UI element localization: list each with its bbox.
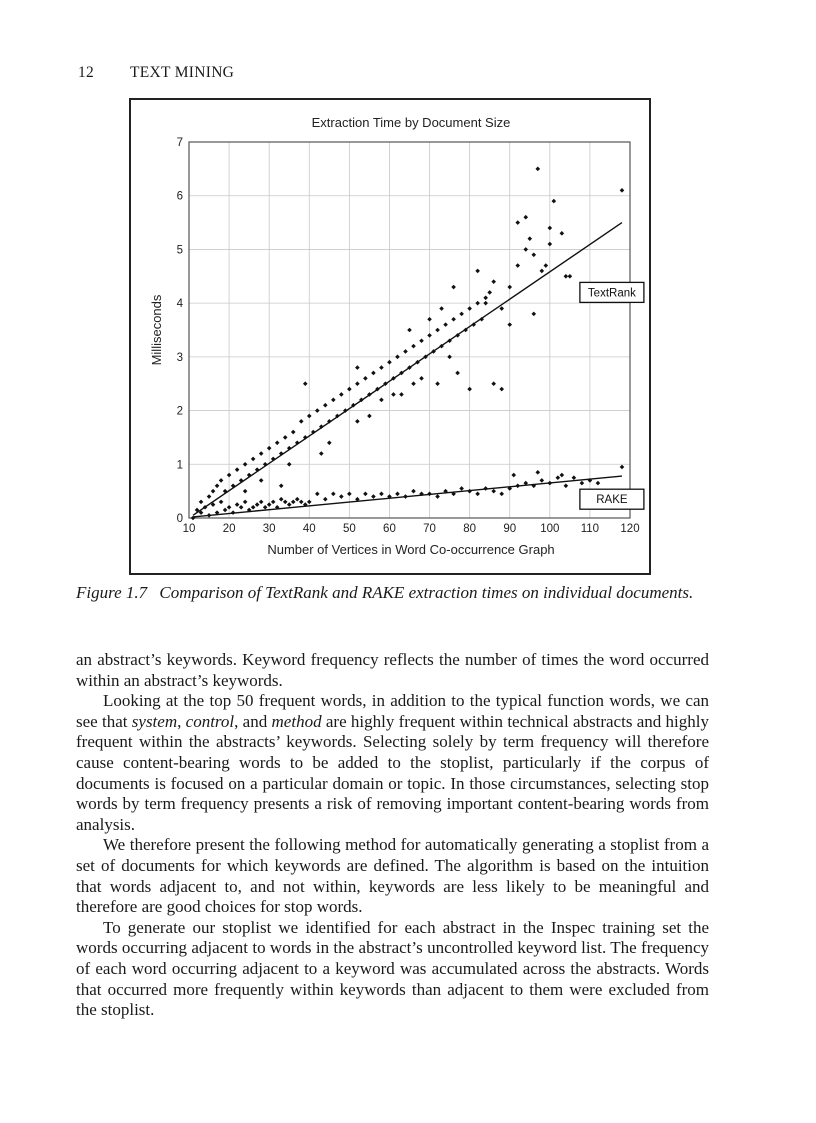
caption-text: Comparison of TextRank and RAKE extraction times on individual documents. (159, 583, 694, 602)
textrank-point (363, 376, 368, 381)
textrank-point (552, 199, 557, 204)
textrank-point (355, 419, 360, 424)
paragraph-1: an abstract’s keywords. Keyword frequency reflects the number of times the word occurred within an abstract’s keywords. (76, 650, 709, 690)
rake-point (564, 483, 569, 488)
series-labels (580, 282, 644, 509)
chart-title: Extraction Time by Document Size (311, 115, 511, 130)
rake-point (491, 489, 496, 494)
textrank-point (568, 274, 573, 279)
textrank-point (515, 220, 520, 225)
x-axis-label: Number of Vertices in Word Co-occurrence Graph (267, 542, 555, 557)
rake-point (251, 505, 256, 510)
rake-point (435, 494, 440, 499)
x-tick-label: 20 (222, 523, 236, 535)
y-axis-label: Milliseconds (149, 294, 164, 366)
textrank-point (235, 467, 240, 472)
textrank-point (560, 231, 565, 236)
textrank-point (564, 274, 569, 279)
y-tick-label: 6 (176, 190, 183, 203)
textrank-point (211, 489, 216, 494)
textrank-point (355, 365, 360, 370)
rake-point (347, 492, 352, 497)
rake-point (263, 505, 268, 510)
textrank-point (491, 279, 496, 284)
textrank-point (499, 306, 504, 311)
rake-point (331, 492, 336, 497)
x-tick-label: 50 (342, 523, 356, 535)
textrank-point (279, 483, 284, 488)
rake-point (620, 465, 625, 470)
y-tick-label: 7 (176, 137, 183, 149)
textrank-point (275, 441, 280, 446)
rake-point (379, 492, 384, 497)
x-tick-label: 60 (383, 523, 396, 535)
rake-trend-line (193, 476, 622, 517)
rake-point (395, 492, 400, 497)
textrank-point (548, 226, 553, 231)
textrank-point (411, 381, 416, 386)
figure-caption (76, 583, 709, 604)
textrank-label-box (580, 282, 644, 302)
textrank-point (527, 236, 532, 241)
textrank-point (487, 290, 492, 295)
rake-point (235, 502, 240, 507)
textrank-point (199, 500, 204, 505)
x-tick-label: 90 (503, 523, 517, 535)
textrank-point (267, 446, 272, 451)
term-method: method (271, 711, 322, 731)
x-axis-ticks (183, 523, 640, 535)
textrank-point (620, 188, 625, 193)
rake-point (411, 489, 416, 494)
textrank-point (367, 414, 372, 419)
textrank-point (379, 365, 384, 370)
textrank-point (331, 398, 336, 403)
textrank-point (299, 419, 304, 424)
textrank-point (291, 430, 296, 435)
x-tick-label: 120 (620, 523, 640, 535)
textrank-point (483, 295, 488, 300)
textrank-point (459, 312, 464, 317)
textrank-point (319, 451, 324, 456)
x-tick-label: 10 (182, 523, 196, 535)
rake-point (371, 494, 376, 499)
textrank-point (371, 371, 376, 376)
rake-point (475, 492, 480, 497)
textrank-point (467, 387, 472, 392)
textrank-point (215, 483, 220, 488)
textrank-point (419, 376, 424, 381)
textrank-point (515, 263, 520, 268)
x-tick-label: 30 (262, 523, 276, 535)
rake-label-box (580, 489, 644, 509)
x-tick-label: 70 (423, 523, 436, 535)
textrank-point (399, 392, 404, 397)
textrank-point (435, 328, 440, 333)
textrank-label-text: TextRank (587, 287, 636, 300)
textrank-point (435, 381, 440, 386)
rake-point (243, 500, 248, 505)
rake-point (580, 481, 585, 486)
rake-point (279, 497, 284, 502)
textrank-point (544, 263, 549, 268)
textrank-point (243, 489, 248, 494)
textrank-point (507, 285, 512, 290)
paragraph-2-part: , and (234, 711, 272, 731)
y-tick-label: 5 (176, 244, 183, 257)
textrank-point (379, 398, 384, 403)
term-system: system (131, 711, 178, 731)
textrank-point (451, 285, 456, 290)
page-number: 12 (78, 64, 95, 81)
textrank-point (499, 387, 504, 392)
trend-lines (193, 223, 622, 517)
rake-point (315, 492, 320, 497)
rake-point (572, 475, 577, 480)
textrank-point (531, 253, 536, 258)
rake-point (239, 505, 244, 510)
textrank-point (443, 322, 448, 327)
paragraph-2 (76, 691, 709, 835)
textrank-point (483, 301, 488, 306)
textrank-point (548, 242, 553, 247)
textrank-point (407, 328, 412, 333)
body-text (76, 650, 709, 1021)
paragraph-2-part: are highly frequent within technical abstracts and highly frequent within the abstracts’ keywords. Selecting solely by term frequency will therefore cause content-bearing words to be added to the stoplist, particularly if the corpus of documents is focused on a particular domain or topic. In those circumstances, selecting stop words by term frequency presents a risk of removing important content-bearing words from analysis. (76, 711, 710, 834)
paragraph-2-part: Looking at the top 50 frequent words, in addition to the typical function words, we can see that (76, 691, 709, 731)
running-title: TEXT MINING (130, 64, 235, 81)
rake-point (363, 492, 368, 497)
textrank-point (531, 312, 536, 317)
textrank-point (455, 371, 460, 376)
data-points (191, 167, 625, 521)
y-tick-label: 0 (176, 513, 183, 525)
textrank-point (303, 381, 308, 386)
textrank-point (327, 441, 332, 446)
textrank-point (355, 381, 360, 386)
x-tick-label: 40 (302, 523, 316, 535)
textrank-point (523, 247, 528, 252)
rake-point (267, 502, 272, 507)
textrank-point (427, 317, 432, 322)
y-tick-label: 3 (176, 351, 183, 364)
x-tick-label: 100 (540, 523, 560, 535)
textrank-point (287, 462, 292, 467)
textrank-point (439, 306, 444, 311)
rake-point (283, 500, 288, 505)
textrank-point (307, 414, 312, 419)
textrank-trend-line (193, 223, 622, 516)
rake-point (535, 470, 540, 475)
rake-point (291, 500, 296, 505)
textrank-point (507, 322, 512, 327)
textrank-point (387, 360, 392, 365)
y-tick-label: 2 (176, 405, 183, 418)
textrank-point (491, 381, 496, 386)
running-head (78, 64, 234, 82)
rake-point (323, 497, 328, 502)
textrank-point (540, 269, 545, 274)
rake-point (499, 492, 504, 497)
rake-point (255, 502, 260, 507)
paragraph-2-part: , (177, 711, 186, 731)
textrank-point (411, 344, 416, 349)
textrank-point (523, 215, 528, 220)
rake-point (287, 502, 292, 507)
textrank-point (403, 349, 408, 354)
rake-point (556, 475, 561, 480)
textrank-point (227, 473, 232, 478)
textrank-point (475, 269, 480, 274)
rake-label-text: RAKE (596, 494, 628, 507)
textrank-point (243, 462, 248, 467)
y-tick-label: 4 (176, 298, 183, 311)
y-tick-label: 1 (176, 459, 183, 472)
textrank-point (447, 355, 452, 360)
textrank-point (251, 457, 256, 462)
term-control: control (185, 711, 235, 731)
rake-point (299, 500, 304, 505)
rake-point (511, 473, 516, 478)
textrank-point (391, 392, 396, 397)
textrank-point (259, 478, 264, 483)
textrank-point (535, 167, 540, 172)
textrank-point (347, 387, 352, 392)
scatter-chart (131, 100, 649, 573)
x-tick-label: 80 (463, 523, 477, 535)
textrank-point (207, 494, 212, 499)
textrank-point (467, 306, 472, 311)
rake-point (227, 505, 232, 510)
textrank-point (219, 478, 224, 483)
textrank-point (315, 408, 320, 413)
paragraph-4: To generate our stoplist we identified for each abstract in the Inspec training set the words occurring adjacent to words in the abstract’s uncontrolled keyword list. The frequency of each word occurring adjacent to a keyword was accumulated across the abstracts. Words that occurred more frequently within keywords than adjacent to them were excluded from the stoplist. (76, 917, 709, 1020)
rake-point (223, 508, 228, 513)
textrank-point (475, 301, 480, 306)
rake-point (459, 486, 464, 491)
rake-point (339, 494, 344, 499)
paragraph-3: We therefore present the following method for automatically generating a stoplist from a set of documents for which keywords are defined. The algorithm is based on the intuition that words adjacent to, and not within, keywords are less likely to be meaningful and therefore are good choices for stop words. (76, 835, 709, 917)
rake-point (295, 497, 300, 502)
x-tick-label: 110 (580, 523, 600, 535)
textrank-point (259, 451, 264, 456)
textrank-point (427, 333, 432, 338)
y-axis-ticks (177, 137, 184, 525)
figure-frame (129, 98, 651, 575)
rake-point (307, 500, 312, 505)
textrank-point (323, 403, 328, 408)
figure-label: Figure 1.7 (76, 583, 148, 602)
rake-point (596, 481, 601, 486)
rake-point (271, 500, 276, 505)
textrank-point (395, 355, 400, 360)
textrank-point (419, 338, 424, 343)
rake-point (560, 473, 565, 478)
rake-point (219, 500, 224, 505)
textrank-point (283, 435, 288, 440)
textrank-point (451, 317, 456, 322)
textrank-point (339, 392, 344, 397)
rake-point (259, 500, 264, 505)
rake-point (540, 478, 545, 483)
